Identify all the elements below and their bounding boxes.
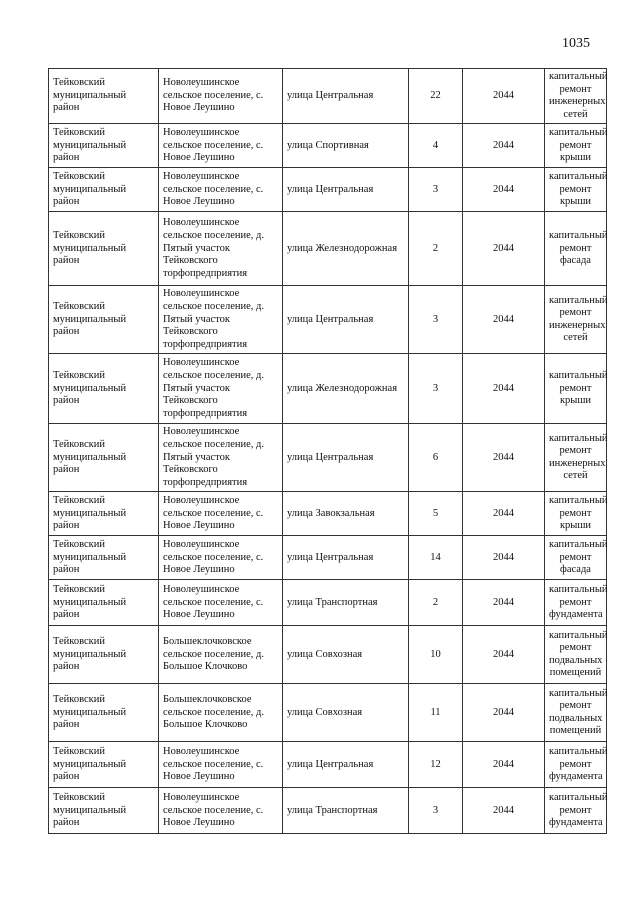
year-cell: 2044 xyxy=(463,212,545,286)
year-cell: 2044 xyxy=(463,580,545,626)
settlement-cell: Новолеушинское сельское поселение, с. Новое Леушино xyxy=(159,168,283,212)
settlement-cell: Новолеушинское сельское поселение, с. Новое Леушино xyxy=(159,742,283,788)
house-number-cell: 4 xyxy=(409,124,463,168)
house-number-cell: 14 xyxy=(409,536,463,580)
work-type-cell: капитальный ремонт крыши xyxy=(545,124,607,168)
street-cell: улица Совхозная xyxy=(283,684,409,742)
table-row xyxy=(49,168,607,212)
year-cell: 2044 xyxy=(463,626,545,684)
year-cell: 2044 xyxy=(463,424,545,492)
work-type-cell: капитальный ремонт крыши xyxy=(545,168,607,212)
table-row xyxy=(49,684,607,742)
district-cell: Тейковский муниципальный район xyxy=(49,168,159,212)
settlement-cell: Большеклочковское сельское поселение, д. Большое Клочково xyxy=(159,684,283,742)
street-cell: улица Совхозная xyxy=(283,626,409,684)
work-type-cell: капитальный ремонт крыши xyxy=(545,354,607,424)
district-cell: Тейковский муниципальный район xyxy=(49,626,159,684)
street-cell: улица Центральная xyxy=(283,742,409,788)
street-cell: улица Железнодорожная xyxy=(283,212,409,286)
work-type-cell: капитальный ремонт фасада xyxy=(545,536,607,580)
year-cell: 2044 xyxy=(463,354,545,424)
work-type-cell: капитальный ремонт инженерных сетей xyxy=(545,424,607,492)
table-row xyxy=(49,492,607,536)
year-cell: 2044 xyxy=(463,168,545,212)
house-number-cell: 11 xyxy=(409,684,463,742)
year-cell: 2044 xyxy=(463,286,545,354)
table-row xyxy=(49,536,607,580)
house-number-cell: 3 xyxy=(409,168,463,212)
work-type-cell: капитальный ремонт инженерных сетей xyxy=(545,69,607,124)
work-type-cell: капитальный ремонт инженерных сетей xyxy=(545,286,607,354)
settlement-cell: Новолеушинское сельское поселение, с. Новое Леушино xyxy=(159,580,283,626)
street-cell: улица Транспортная xyxy=(283,580,409,626)
settlement-cell: Новолеушинское сельское поселение, д. Пятый участок Тейковского торфопредприятия xyxy=(159,212,283,286)
street-cell: улица Центральная xyxy=(283,286,409,354)
district-cell: Тейковский муниципальный район xyxy=(49,742,159,788)
street-cell: улица Центральная xyxy=(283,424,409,492)
settlement-cell: Новолеушинское сельское поселение, с. Новое Леушино xyxy=(159,124,283,168)
district-cell: Тейковский муниципальный район xyxy=(49,69,159,124)
settlement-cell: Новолеушинское сельское поселение, д. Пятый участок Тейковского торфопредприятия xyxy=(159,354,283,424)
work-type-cell: капитальный ремонт фундамента xyxy=(545,788,607,834)
year-cell: 2044 xyxy=(463,742,545,788)
house-number-cell: 6 xyxy=(409,424,463,492)
house-number-cell: 22 xyxy=(409,69,463,124)
work-type-cell: капитальный ремонт фундамента xyxy=(545,580,607,626)
house-number-cell: 3 xyxy=(409,788,463,834)
district-cell: Тейковский муниципальный район xyxy=(49,684,159,742)
table-row xyxy=(49,124,607,168)
year-cell: 2044 xyxy=(463,684,545,742)
table-row xyxy=(49,212,607,286)
house-number-cell: 5 xyxy=(409,492,463,536)
district-cell: Тейковский муниципальный район xyxy=(49,212,159,286)
settlement-cell: Большеклочковское сельское поселение, д. Большое Клочково xyxy=(159,626,283,684)
district-cell: Тейковский муниципальный район xyxy=(49,536,159,580)
street-cell: улица Центральная xyxy=(283,536,409,580)
district-cell: Тейковский муниципальный район xyxy=(49,354,159,424)
work-type-cell: капитальный ремонт крыши xyxy=(545,492,607,536)
district-cell: Тейковский муниципальный район xyxy=(49,124,159,168)
district-cell: Тейковский муниципальный район xyxy=(49,788,159,834)
table-row xyxy=(49,626,607,684)
year-cell: 2044 xyxy=(463,69,545,124)
street-cell: улица Центральная xyxy=(283,69,409,124)
table-body xyxy=(49,69,607,834)
district-cell: Тейковский муниципальный район xyxy=(49,286,159,354)
work-type-cell: капитальный ремонт фундамента xyxy=(545,742,607,788)
table-row xyxy=(49,742,607,788)
table-row xyxy=(49,69,607,124)
street-cell: улица Спортивная xyxy=(283,124,409,168)
page-number: 1035 xyxy=(562,36,590,51)
street-cell: улица Завокзальная xyxy=(283,492,409,536)
street-cell: улица Железнодорожная xyxy=(283,354,409,424)
table-row xyxy=(49,286,607,354)
work-type-cell: капитальный ремонт подвальных помещений xyxy=(545,684,607,742)
table-row xyxy=(49,788,607,834)
house-number-cell: 3 xyxy=(409,354,463,424)
settlement-cell: Новолеушинское сельское поселение, с. Новое Леушино xyxy=(159,788,283,834)
year-cell: 2044 xyxy=(463,536,545,580)
street-cell: улица Транспортная xyxy=(283,788,409,834)
year-cell: 2044 xyxy=(463,124,545,168)
house-number-cell: 10 xyxy=(409,626,463,684)
year-cell: 2044 xyxy=(463,492,545,536)
table-row xyxy=(49,580,607,626)
settlement-cell: Новолеушинское сельское поселение, с. Новое Леушино xyxy=(159,536,283,580)
year-cell: 2044 xyxy=(463,788,545,834)
house-number-cell: 3 xyxy=(409,286,463,354)
district-cell: Тейковский муниципальный район xyxy=(49,492,159,536)
settlement-cell: Новолеушинское сельское поселение, с. Новое Леушино xyxy=(159,492,283,536)
work-type-cell: капитальный ремонт фасада xyxy=(545,212,607,286)
district-cell: Тейковский муниципальный район xyxy=(49,424,159,492)
street-cell: улица Центральная xyxy=(283,168,409,212)
house-number-cell: 2 xyxy=(409,212,463,286)
house-number-cell: 2 xyxy=(409,580,463,626)
table-row xyxy=(49,354,607,424)
district-cell: Тейковский муниципальный район xyxy=(49,580,159,626)
settlement-cell: Новолеушинское сельское поселение, д. Пятый участок Тейковского торфопредприятия xyxy=(159,286,283,354)
settlement-cell: Новолеушинское сельское поселение, с. Новое Леушино xyxy=(159,69,283,124)
settlement-cell: Новолеушинское сельское поселение, д. Пятый участок Тейковского торфопредприятия xyxy=(159,424,283,492)
work-type-cell: капитальный ремонт подвальных помещений xyxy=(545,626,607,684)
housing-repair-table xyxy=(48,68,607,834)
table-row xyxy=(49,424,607,492)
house-number-cell: 12 xyxy=(409,742,463,788)
